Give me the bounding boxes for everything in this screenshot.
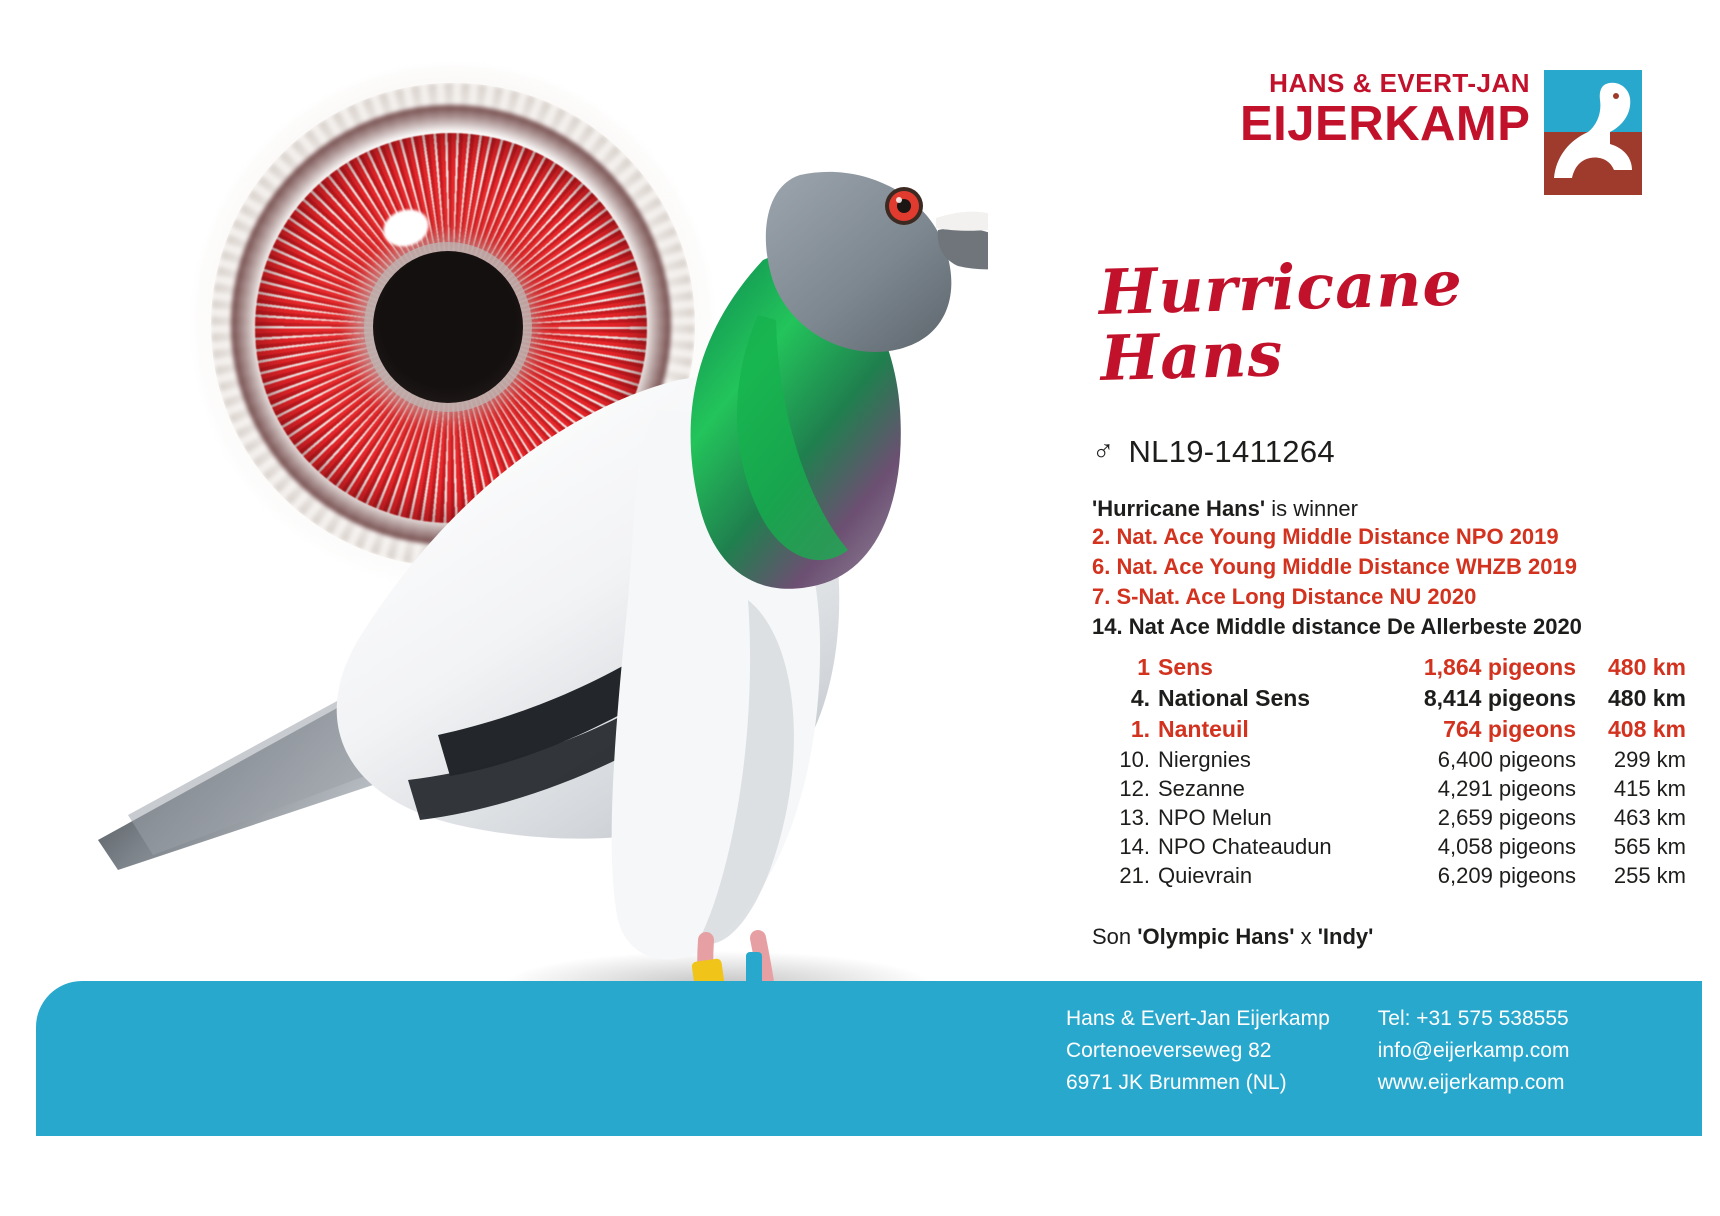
result-race: Sezanne: [1158, 776, 1245, 801]
table-row: [1106, 861, 1686, 890]
result-pigeons: 4,058 pigeons: [1437, 834, 1576, 859]
title-item: 7. S-Nat. Ace Long Distance NU 2020: [1092, 584, 1477, 609]
pigeon-logo-icon: [1544, 70, 1642, 195]
parents-prefix: Son: [1092, 924, 1138, 949]
winner-name: 'Hurricane Hans': [1092, 496, 1266, 521]
winner-suffix: is winner: [1265, 496, 1358, 521]
result-distance: 415 km: [1613, 776, 1686, 801]
result-pigeons: 6,209 pigeons: [1437, 863, 1576, 888]
result-distance: 255 km: [1613, 863, 1686, 888]
brand-name-line1: HANS & EVERT-JAN: [1269, 68, 1530, 98]
result-race: Niergnies: [1158, 747, 1251, 772]
pigeon-name-line1: Hurricane: [1097, 246, 1464, 329]
ring-row: [1092, 434, 1688, 470]
footer-city: 6971 JK Brummen (NL): [1066, 1071, 1287, 1094]
sire-name: 'Olympic Hans': [1137, 924, 1295, 949]
result-distance: 565 km: [1613, 834, 1686, 859]
result-distance: 480 km: [1607, 685, 1686, 711]
table-row: [1106, 652, 1686, 683]
table-row: [1106, 774, 1686, 803]
result-pigeons: 2,659 pigeons: [1437, 805, 1576, 830]
footer-contact: [1378, 1003, 1570, 1099]
result-distance: 480 km: [1607, 654, 1686, 680]
result-pigeons: 6,400 pigeons: [1437, 747, 1576, 772]
footer-email[interactable]: info@eijerkamp.com: [1377, 1039, 1570, 1062]
result-pigeons: 4,291 pigeons: [1437, 776, 1576, 801]
footer-company-name: Hans & Evert-Jan Eijerkamp: [1066, 1007, 1330, 1030]
table-row: [1106, 803, 1686, 832]
result-race: Quievrain: [1158, 863, 1253, 888]
table-row: [1106, 683, 1686, 714]
pigeon-name: [1097, 245, 1691, 395]
result-race: Nanteuil: [1158, 716, 1249, 742]
pigeon-photo: [58, 80, 988, 1090]
brand-name-line2: EIJERKAMP: [1240, 97, 1531, 151]
titles-list: [1092, 522, 1688, 642]
table-row: [1106, 714, 1686, 745]
result-race: NPO Melun: [1158, 805, 1272, 830]
brand-logo-text: [1240, 68, 1530, 150]
result-race: Sens: [1158, 654, 1213, 680]
pigeon-name-line2: Hans: [1099, 317, 1285, 395]
result-position: 21.: [1119, 863, 1150, 888]
title-item: 14. Nat Ace Middle distance De Allerbeste 2020: [1092, 614, 1582, 639]
footer-website[interactable]: www.eijerkamp.com: [1377, 1071, 1565, 1094]
result-pigeons: 1,864 pigeons: [1423, 654, 1576, 680]
result-race: National Sens: [1158, 685, 1311, 711]
result-position: 1: [1137, 654, 1150, 680]
result-pigeons: 8,414 pigeons: [1423, 685, 1576, 711]
ring-number: NL19-1411264: [1128, 434, 1335, 469]
footer-telephone[interactable]: Tel: +31 575 538555: [1377, 1007, 1569, 1030]
result-position: 4.: [1130, 685, 1150, 711]
results-table: [1106, 652, 1686, 890]
page-bottom-margin: [0, 1156, 1720, 1216]
title-item: 2. Nat. Ace Young Middle Distance NPO 2019: [1092, 524, 1559, 549]
result-distance: 463 km: [1613, 805, 1686, 830]
table-row: [1106, 832, 1686, 861]
parents-line: [1092, 924, 1688, 950]
footer-contact-block: [1066, 1003, 1569, 1099]
result-position: 13.: [1119, 805, 1150, 830]
male-sex-icon: ♂: [1092, 435, 1115, 468]
result-position: 12.: [1119, 776, 1150, 801]
dam-name: 'Indy': [1317, 924, 1374, 949]
footer-band: [36, 981, 1702, 1136]
result-distance: 299 km: [1613, 747, 1686, 772]
brand-logo: [1242, 68, 1642, 198]
poster-card: [18, 10, 1702, 1196]
footer-street: Cortenoeverseweg 82: [1066, 1039, 1272, 1062]
table-row: [1106, 745, 1686, 774]
result-position: 1.: [1130, 716, 1150, 742]
result-race: NPO Chateaudun: [1158, 834, 1332, 859]
title-item: 6. Nat. Ace Young Middle Distance WHZB 2019: [1092, 554, 1577, 579]
result-position: 10.: [1119, 747, 1150, 772]
winner-line: [1092, 496, 1688, 522]
pigeon-info-panel: [1088, 246, 1688, 950]
result-position: 14.: [1119, 834, 1150, 859]
result-distance: 408 km: [1607, 716, 1686, 742]
footer-address: [1066, 1003, 1330, 1099]
result-pigeons: 764 pigeons: [1443, 716, 1576, 742]
parents-separator: x: [1294, 924, 1318, 949]
